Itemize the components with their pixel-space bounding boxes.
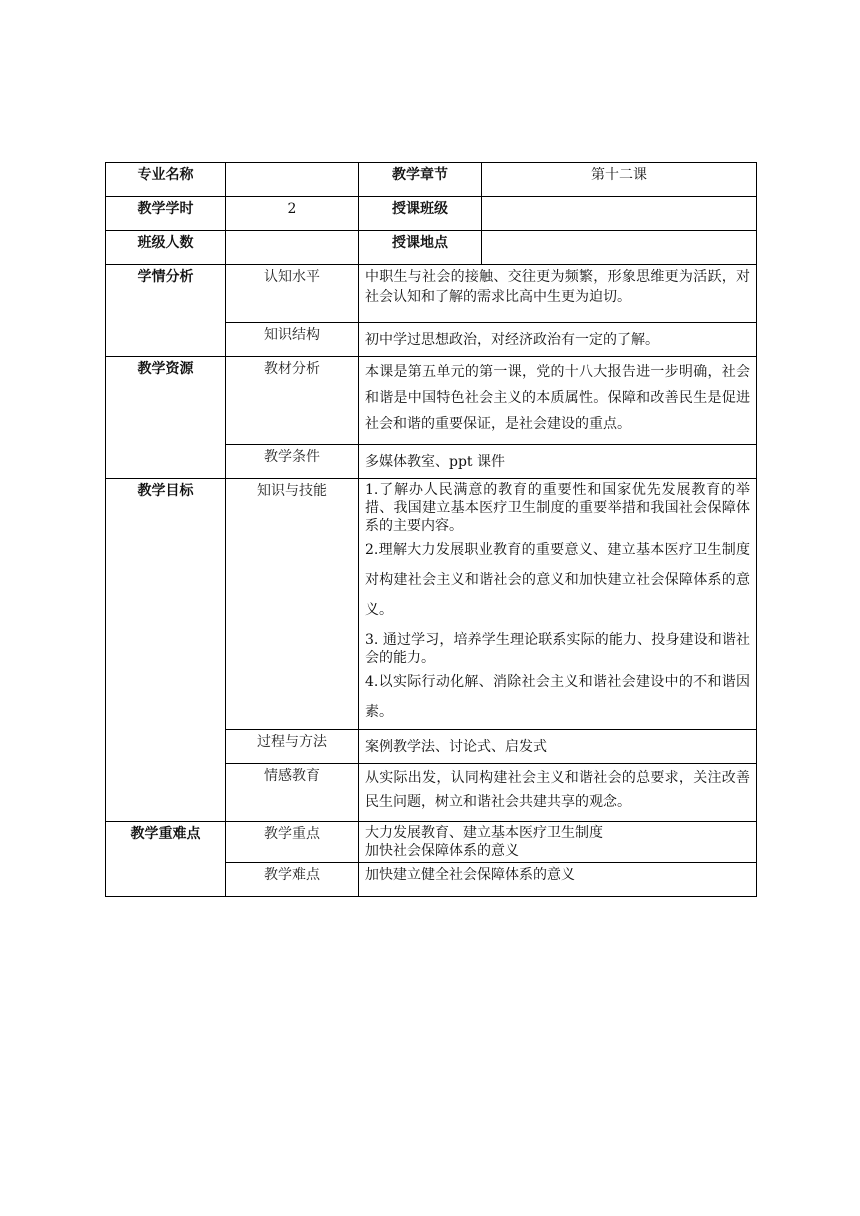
key-points-label: 教学重难点: [106, 822, 226, 897]
count-label: 班级人数: [106, 231, 226, 265]
material-row: [106, 357, 757, 445]
skills-item: 3. 通过学习，培养学生理论联系实际的能力、投身建设和谐社会的能力。: [365, 632, 750, 666]
process-text: 案例教学法、讨论式、启发式: [359, 730, 757, 764]
focus-row: [106, 822, 757, 863]
focus-line: 加快社会保障体系的意义: [365, 843, 519, 859]
hours-value: 2: [226, 197, 359, 231]
skills-list: [359, 479, 757, 730]
condition-label: 教学条件: [226, 445, 359, 479]
knowledge-label: 知识结构: [226, 323, 359, 357]
cognition-row: [106, 265, 757, 323]
resources-label: 教学资源: [106, 357, 226, 479]
skills-item: 1.了解办人民满意的教育的重要性和国家优先发展教育的举措、我国建立基本医疗卫生制度的重要举措和我国社会保障体系的主要内容。: [365, 482, 750, 534]
emotion-text: 从实际出发，认同构建社会主义和谐社会的总要求，关注改善民生问题，树立和谐社会共建共享的观念。: [359, 764, 757, 822]
place-value: [482, 231, 757, 265]
count-value: [226, 231, 359, 265]
emotion-label: 情感教育: [226, 764, 359, 822]
cognition-label: 认知水平: [226, 265, 359, 323]
major-value: [226, 163, 359, 197]
class-label: 授课班级: [359, 197, 482, 231]
header-row-2: [106, 197, 757, 231]
cognition-text: 中职生与社会的接触、交往更为频繁，形象思维更为活跃，对社会认知和了解的需求比高中生更为迫切。: [359, 265, 757, 323]
skills-item: 2.理解大力发展职业教育的重要意义、建立基本医疗卫生制度对构建社会主义和谐社会的意义和加快建立社会保障体系的意义。: [365, 542, 750, 618]
chapter-label: 教学章节: [359, 163, 482, 197]
material-label: 教材分析: [226, 357, 359, 445]
student-analysis-label: 学情分析: [106, 265, 226, 357]
process-label: 过程与方法: [226, 730, 359, 764]
focus-label: 教学重点: [226, 822, 359, 863]
chapter-value: 第十二课: [482, 163, 757, 197]
objectives-label: 教学目标: [106, 479, 226, 822]
hours-label: 教学学时: [106, 197, 226, 231]
focus-text: [359, 822, 757, 863]
header-row-3: [106, 231, 757, 265]
class-value: [482, 197, 757, 231]
skills-item: 4.以实际行动化解、消除社会主义和谐社会建设中的不和谐因素。: [365, 674, 750, 720]
focus-line: 大力发展教育、建立基本医疗卫生制度: [365, 825, 603, 841]
material-text: 本课是第五单元的第一课，党的十八大报告进一步明确，社会和谐是中国特色社会主义的本质属性。保障和改善民生是促进社会和谐的重要保证，是社会建设的重点。: [359, 357, 757, 445]
condition-text: 多媒体教室、ppt 课件: [359, 445, 757, 479]
major-label: 专业名称: [106, 163, 226, 197]
difficulty-label: 教学难点: [226, 863, 359, 897]
knowledge-text: 初中学过思想政治，对经济政治有一定的了解。: [359, 323, 757, 357]
difficulty-text: 加快建立健全社会保障体系的意义: [359, 863, 757, 897]
lesson-plan-table: [105, 162, 757, 897]
place-label: 授课地点: [359, 231, 482, 265]
skills-label: 知识与技能: [226, 479, 359, 730]
header-row-1: [106, 163, 757, 197]
skills-row: [106, 479, 757, 730]
